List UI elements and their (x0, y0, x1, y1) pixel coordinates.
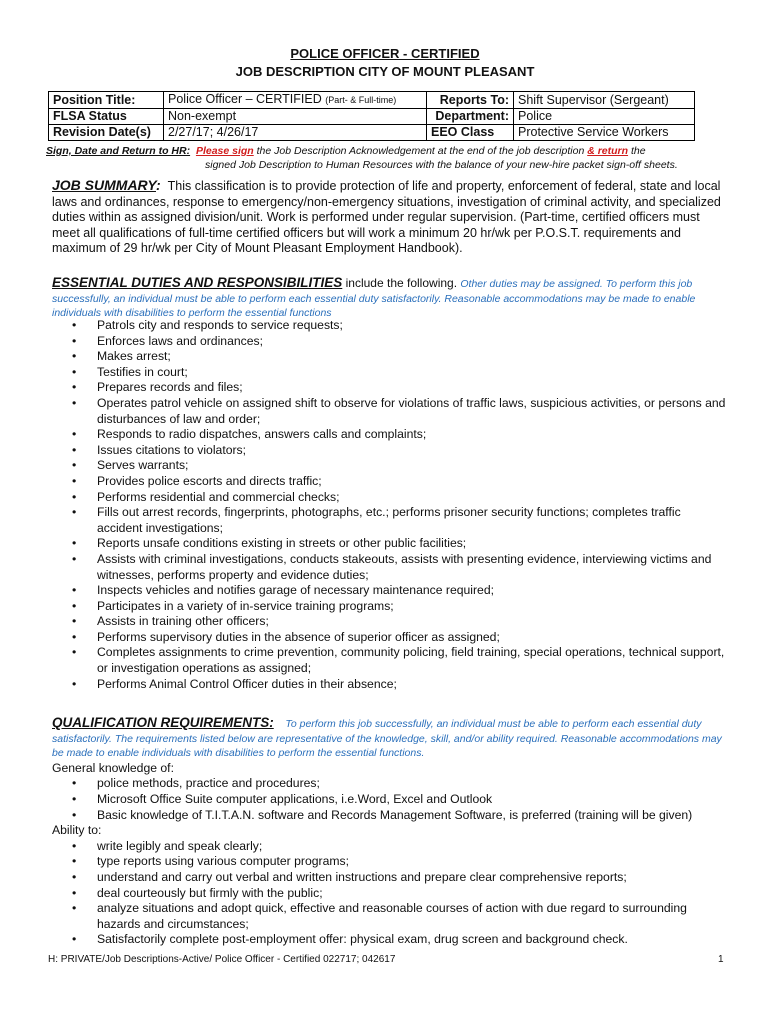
list-item: • analyze situations and adopt quick, effective and reasonable courses of action with due regard to surrounding hazards and circumstances; (52, 901, 728, 932)
essential-duties-heading: ESSENTIAL DUTIES AND RESPONSIBILITIES (52, 275, 343, 290)
knowledge-list (52, 776, 728, 823)
qualification-intro (52, 716, 728, 761)
job-summary-text: This classification is to provide protection of life and property, enforcement of federal, state and local laws and ordinances, response to emergency/non-emergency situations, investigation of criminal activity, and specialized duties within as assigned division/unit. Work is performed under regular supervision. (Part-time, certified officers must meet all qualifications of full-time certified officers but will work a minimum 20 hr/wk per P.O.S.T. requirements and maximum of 29 hr/wk per City of Mount Pleasant Employment Handbook). (52, 179, 721, 255)
ability-list (52, 839, 728, 948)
list-item: • deal courteously but firmly with the public; (52, 886, 728, 902)
list-item: • Testifies in court; (52, 365, 728, 381)
list-item: • Participates in a variety of in-service training programs; (52, 599, 728, 615)
qualification-note: To perform this job successfully, an individual must be able to perform each essential duty satisfactorily. The requirements listed below are representative of the knowledge, skill, and/or ability required. Reasonable accommodations may be made to enable individuals with disabilities to perform the essential functions. (52, 718, 722, 760)
flsa-value: Non-exempt (164, 109, 427, 125)
job-summary-section (52, 178, 728, 257)
sign-note-line1 (46, 144, 746, 158)
revision-value: 2/27/17; 4/26/17 (164, 125, 427, 141)
list-item: • Performs Animal Control Officer duties in their absence; (52, 677, 728, 693)
qualification-section (52, 716, 728, 948)
list-item: • type reports using various computer programs; (52, 854, 728, 870)
list-item: • Operates patrol vehicle on assigned shift to observe for violations of traffic laws, suspicious activities, or persons and disturbances of law and order; (52, 396, 728, 427)
sign-note-middle: the Job Description Acknowledgement at the end of the job description (253, 145, 588, 157)
qualification-heading: QUALIFICATION REQUIREMENTS: (52, 715, 274, 730)
eeo-value: Protective Service Workers (514, 125, 695, 141)
reports-to-label: Reports To: (427, 92, 514, 109)
header-info-table (48, 91, 695, 141)
position-title-label: Position Title: (49, 92, 164, 109)
list-item: • Assists with criminal investigations, conducts stakeouts, assists with presenting evidence, interviewing victims and witnesses, performs property and evidence duties; (52, 552, 728, 583)
reports-to-value: Shift Supervisor (Sergeant) (514, 92, 695, 109)
sign-note-label: Sign, Date and Return to HR: (46, 145, 191, 157)
list-item: • write legibly and speak clearly; (52, 839, 728, 855)
department-label: Department: (427, 109, 514, 125)
flsa-label: FLSA Status (49, 109, 164, 125)
list-item: • Enforces laws and ordinances; (52, 334, 728, 350)
document-title: POLICE OFFICER - CERTIFIED (290, 46, 480, 61)
list-item: • Fills out arrest records, fingerprints, photographs, etc.; performs prisoner security functions; completes traffic accident investigations; (52, 505, 728, 536)
list-item: • Patrols city and responds to service requests; (52, 318, 728, 334)
essential-duties-intro (52, 276, 728, 321)
position-title-value: Police Officer – CERTIFIED (168, 92, 322, 106)
job-summary-heading: JOB SUMMARY (52, 177, 156, 193)
list-item: • Completes assignments to crime prevention, community policing, field training, special operations, technical support, or investigation operations as assigned; (52, 645, 728, 676)
department-value: Police (514, 109, 695, 125)
list-item: • Reports unsafe conditions existing in streets or other public facilities; (52, 536, 728, 552)
table-row (49, 92, 695, 109)
list-item: • Issues citations to violators; (52, 443, 728, 459)
essential-duties-note: Other duties may be assigned. To perform this job successfully, an individual must be able to perform each essential duty satisfactorily. Reasonable accommodations may be made to enable individuals with disabilities to perform the essential functions (52, 278, 696, 320)
list-item: • understand and carry out verbal and written instructions and prepare clear comprehensive reports; (52, 870, 728, 886)
list-item: • Prepares records and files; (52, 380, 728, 396)
list-item: • Basic knowledge of T.I.T.A.N. software and Records Management Software, is preferred (training will be given) (52, 808, 728, 824)
position-title-cell (164, 92, 427, 109)
list-item: • Inspects vehicles and notifies garage of necessary maintenance required; (52, 583, 728, 599)
sign-return-note (46, 144, 746, 172)
ability-label: Ability to: (52, 823, 102, 838)
list-item: • Serves warrants; (52, 458, 728, 474)
essential-duties-list (52, 318, 728, 692)
footer-file-path: H: PRIVATE/Job Descriptions-Active/ Police Officer - Certified 022717; 042617 (48, 954, 396, 965)
list-item: • Satisfactorily complete post-employment offer: physical exam, drug screen and background check. (52, 932, 728, 948)
eeo-label: EEO Class (427, 125, 514, 141)
list-item: • Performs residential and commercial checks; (52, 490, 728, 506)
list-item: • police methods, practice and procedures; (52, 776, 728, 792)
sign-note-line2: signed Job Description to Human Resources with the balance of your new-hire packet sign-off sheets. (205, 159, 678, 171)
revision-label: Revision Date(s) (49, 125, 164, 141)
list-item: • Assists in training other officers; (52, 614, 728, 630)
list-item: • Microsoft Office Suite computer applications, i.e.Word, Excel and Outlook (52, 792, 728, 808)
page-number: 1 (718, 954, 724, 965)
knowledge-label: General knowledge of: (52, 760, 174, 775)
return-text: & return (587, 145, 629, 157)
essential-duties-heading-tail: include the following. (342, 276, 461, 290)
list-item: • Performs supervisory duties in the absence of superior officer as assigned; (52, 630, 728, 646)
table-row (49, 125, 695, 141)
document-subtitle: JOB DESCRIPTION CITY OF MOUNT PLEASANT (235, 64, 535, 79)
sign-note-tail: the (628, 145, 646, 157)
please-sign-text: Please sign (195, 145, 254, 157)
table-row (49, 109, 695, 125)
job-summary-colon: : (155, 177, 161, 193)
position-title-note: (Part- & Full-time) (325, 95, 397, 105)
list-item: • Responds to radio dispatches, answers calls and complaints; (52, 427, 728, 443)
list-item: • Provides police escorts and directs traffic; (52, 474, 728, 490)
list-item: • Makes arrest; (52, 349, 728, 365)
